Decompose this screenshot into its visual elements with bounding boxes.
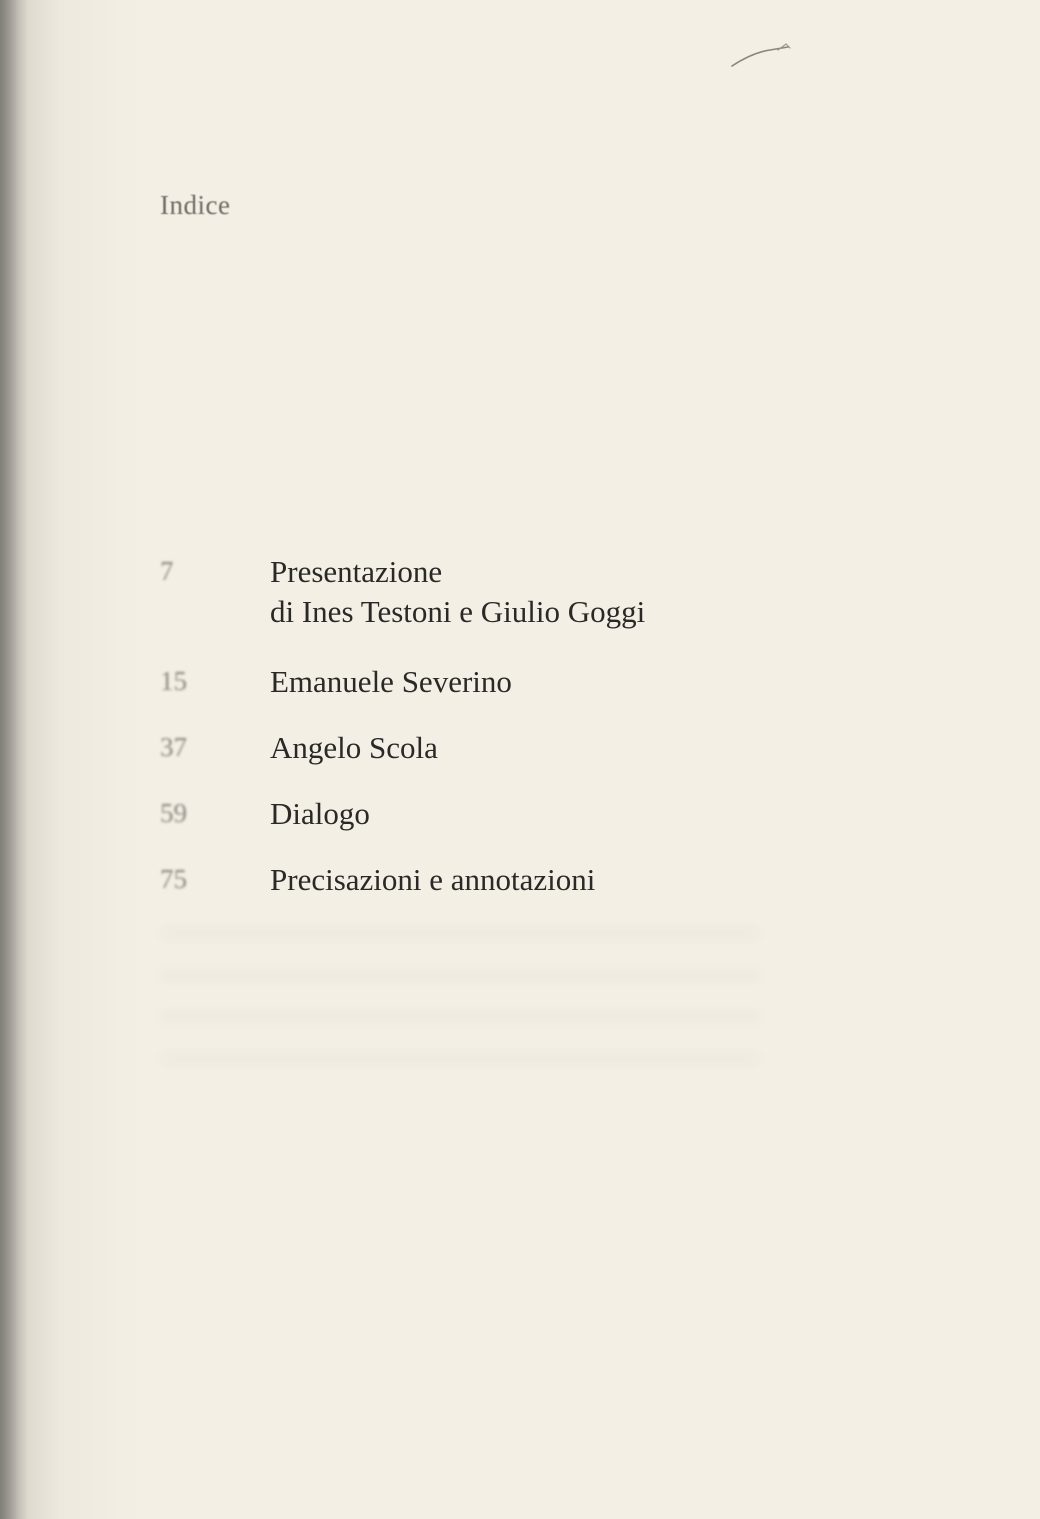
toc-page-number: 7: [160, 556, 174, 586]
toc-title-line: Presentazione: [270, 554, 443, 589]
toc-page-number: 37: [160, 732, 187, 762]
toc-page-number: 15: [160, 666, 187, 696]
toc-title: [270, 728, 438, 768]
toc-title: [270, 860, 595, 900]
toc-title-line: Dialogo: [270, 796, 370, 831]
toc-subtitle-line: di Ines Testoni e Giulio Goggi: [270, 594, 646, 629]
pencil-mark: [730, 38, 794, 70]
toc-page-number: 59: [160, 798, 187, 828]
toc-entry[interactable]: [0, 856, 1040, 922]
toc-title-line: Precisazioni e annotazioni: [270, 862, 596, 897]
toc-title-line: Angelo Scola: [270, 730, 438, 765]
toc-entry[interactable]: [0, 790, 1040, 856]
toc-title: [270, 552, 645, 632]
index-heading: Indice: [160, 190, 231, 220]
toc-page-number: 75: [160, 864, 187, 894]
toc-title: [270, 794, 370, 834]
toc-title: [270, 662, 512, 702]
table-of-contents: [0, 548, 1040, 922]
show-through-text: [160, 930, 760, 1070]
toc-entry[interactable]: [0, 658, 1040, 724]
toc-entry[interactable]: [0, 548, 1040, 658]
toc-entry[interactable]: [0, 724, 1040, 790]
toc-title-line: Emanuele Severino: [270, 664, 512, 699]
